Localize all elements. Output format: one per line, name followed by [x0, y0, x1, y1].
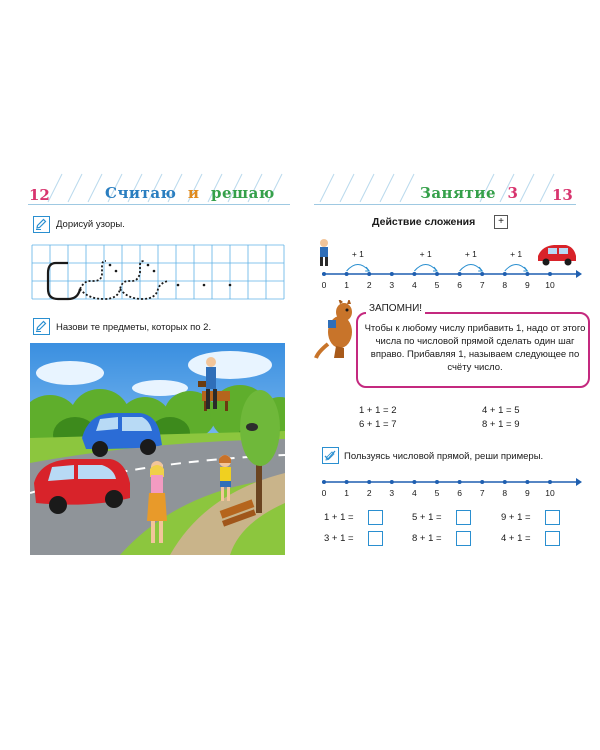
task-3-text: Пользуясь числовой прямой, реши примеры. — [344, 451, 544, 462]
number-line-label: 7 — [479, 280, 485, 290]
number-line-label: 0 — [321, 488, 327, 498]
hop-arc — [505, 265, 528, 272]
number-line-tick — [525, 272, 529, 276]
number-line-label: 6 — [457, 488, 462, 498]
number-line-label: 2 — [366, 280, 372, 290]
page-title — [420, 184, 518, 202]
number-line-label: 8 — [502, 280, 508, 290]
number-line-label: 2 — [366, 488, 372, 498]
pencil-check-icon — [322, 447, 339, 464]
number-line-label: 9 — [525, 488, 530, 498]
title-word-1: Считаю — [105, 184, 177, 202]
task-1-text: Дорисуй узоры. — [56, 219, 125, 230]
number-line-tick — [503, 480, 507, 484]
number-line-hops — [314, 236, 584, 292]
number-line-tick — [525, 480, 529, 484]
number-line-tick — [480, 272, 484, 276]
number-line — [314, 472, 584, 500]
kangaroo-icon — [314, 300, 362, 360]
number-line-label: 0 — [321, 280, 327, 290]
number-line-tick — [390, 272, 394, 276]
number-line-label: 4 — [412, 488, 417, 498]
number-line-label: 5 — [434, 488, 440, 498]
answer-box[interactable] — [456, 531, 471, 546]
number-line-label: 1 — [344, 488, 349, 498]
red-car-icon — [538, 245, 576, 266]
hop-label: + 1 — [351, 249, 364, 259]
header-rule — [28, 204, 290, 205]
hop-arc — [347, 265, 370, 272]
example-equation: 6 + 1 = 7 — [359, 419, 397, 430]
number-line-tick — [367, 480, 371, 484]
page-number: 13 — [552, 186, 573, 204]
number-line-label: 4 — [412, 280, 417, 290]
remember-text: Чтобы к любому числу прибавить 1, надо от этого числа по числовой прямой сделать один шаг вправо. Прибавляя 1, называем следующее по счёту число. — [364, 323, 586, 373]
page-number: 12 — [29, 186, 50, 204]
number-line-label: 10 — [545, 488, 555, 498]
park-scene-illustration — [30, 343, 285, 555]
number-line-tick — [458, 480, 462, 484]
number-line-tick — [412, 272, 416, 276]
plus-symbol-box: + — [494, 215, 508, 229]
number-line-label: 9 — [525, 280, 530, 290]
hop-arc — [414, 265, 437, 272]
title-word-3: решаю — [210, 184, 275, 202]
hop-arc — [460, 265, 483, 272]
number-line-tick — [503, 272, 507, 276]
hop-label: + 1 — [510, 249, 523, 259]
number-line-tick — [322, 272, 326, 276]
number-line-label: 3 — [389, 280, 395, 290]
example-equation: 4 + 1 = 5 — [482, 405, 520, 416]
title-word-1: Занятие — [420, 184, 497, 202]
number-line-tick — [458, 272, 462, 276]
number-line-tick — [390, 480, 394, 484]
number-line-tick — [367, 272, 371, 276]
answer-box[interactable] — [545, 510, 560, 525]
number-line-label: 8 — [502, 488, 508, 498]
header-rule — [314, 204, 576, 205]
exercise-equation: 8 + 1 = — [412, 533, 442, 544]
number-line-tick — [548, 272, 552, 276]
section-title: Действие сложения — [372, 216, 476, 228]
hop-label: + 1 — [464, 249, 477, 259]
pencil-icon — [33, 216, 50, 233]
answer-box[interactable] — [545, 531, 560, 546]
answer-box[interactable] — [368, 510, 383, 525]
number-line-tick — [435, 272, 439, 276]
number-line-tick — [435, 480, 439, 484]
hop-label: + 1 — [419, 249, 432, 259]
number-line-tick — [548, 480, 552, 484]
number-line-tick — [345, 272, 349, 276]
remember-title: ЗАПОМНИ! — [366, 303, 425, 314]
number-line-tick — [480, 480, 484, 484]
example-equation: 1 + 1 = 2 — [359, 405, 397, 416]
exercise-equation: 9 + 1 = — [501, 512, 531, 523]
example-equation: 8 + 1 = 9 — [482, 419, 520, 430]
number-line-label: 6 — [457, 280, 462, 290]
exercise-equation: 3 + 1 = — [324, 533, 354, 544]
page-title — [105, 184, 275, 202]
pencil-icon — [33, 318, 50, 335]
number-line-tick — [345, 480, 349, 484]
boy-icon — [320, 239, 328, 266]
exercise-equation: 5 + 1 = — [412, 512, 442, 523]
number-line-label: 5 — [434, 280, 440, 290]
exercise-equation: 1 + 1 = — [324, 512, 354, 523]
answer-box[interactable] — [368, 531, 383, 546]
number-line-label: 10 — [545, 280, 555, 290]
pattern-grid[interactable] — [28, 243, 288, 301]
number-line-label: 1 — [344, 280, 349, 290]
task-2-text: Назови те предметы, которых по 2. — [56, 322, 212, 333]
right-page — [300, 0, 600, 750]
exercise-equation: 4 + 1 = — [501, 533, 531, 544]
number-line-tick — [412, 480, 416, 484]
number-line-label: 7 — [479, 488, 485, 498]
number-line-label: 3 — [389, 488, 395, 498]
number-line-tick — [322, 480, 326, 484]
title-word-2: 3 — [507, 184, 519, 202]
answer-box[interactable] — [456, 510, 471, 525]
title-word-2: и — [187, 184, 200, 202]
